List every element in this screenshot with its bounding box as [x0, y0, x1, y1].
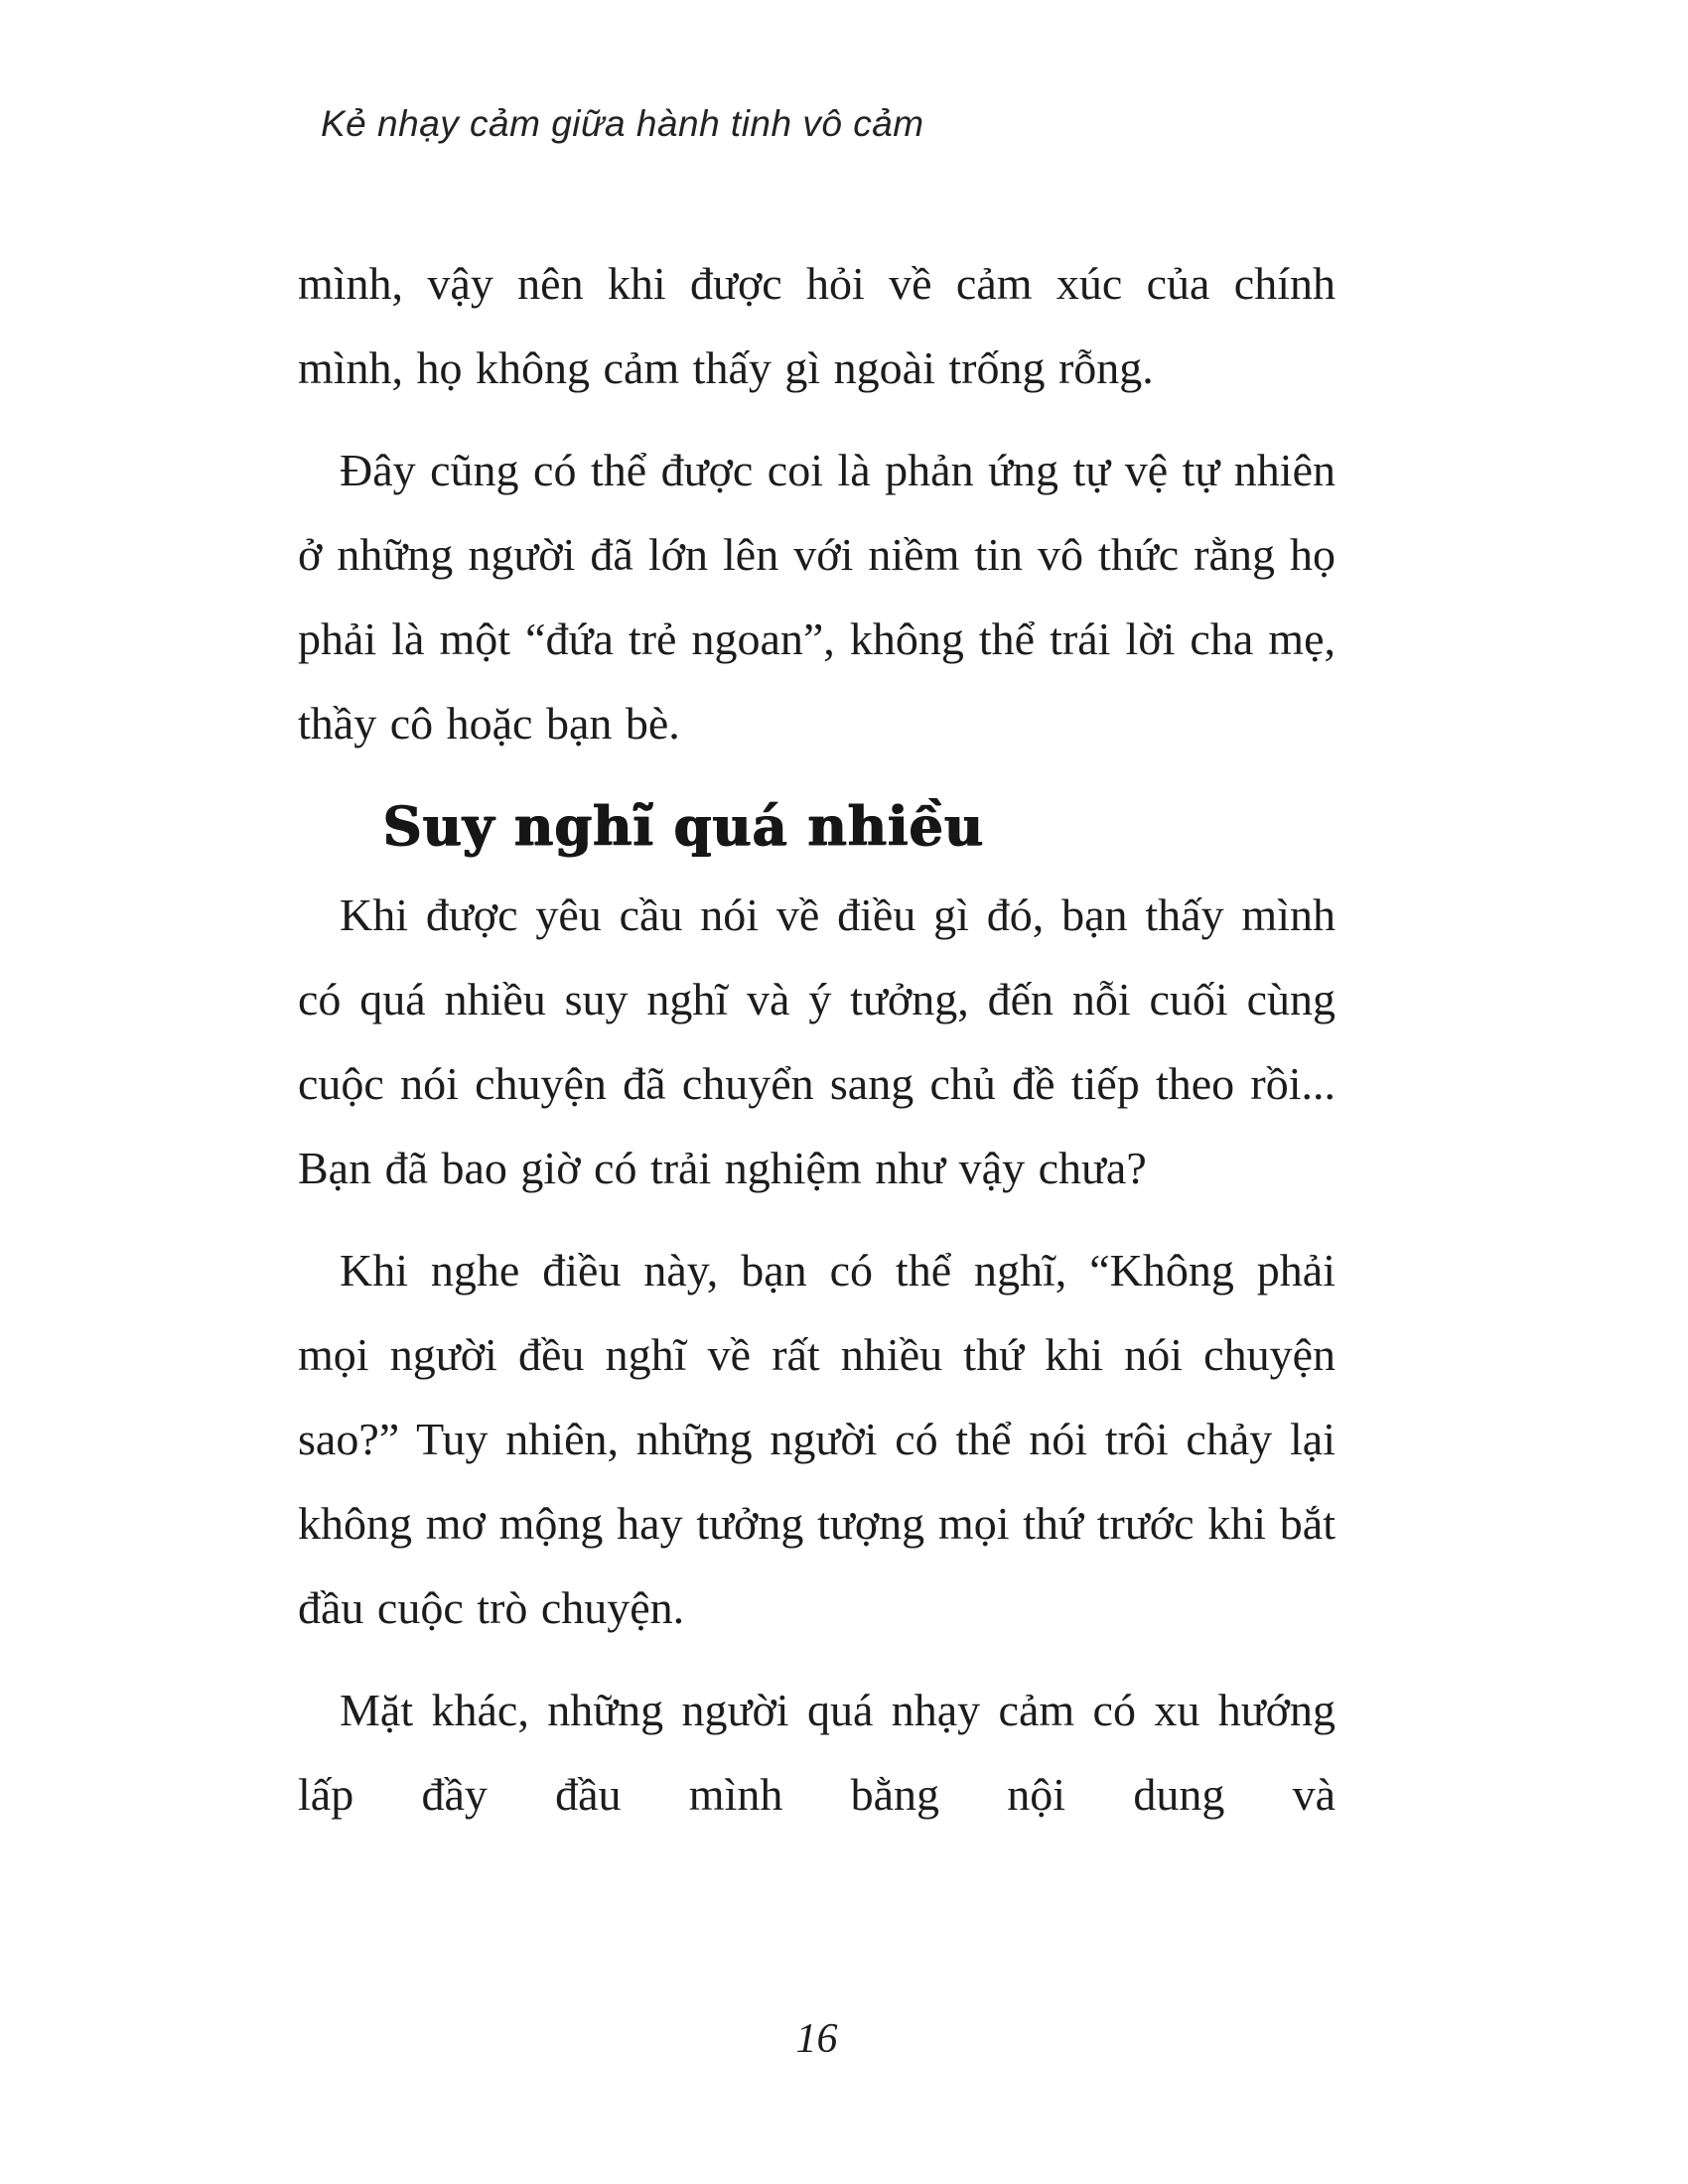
- paragraph: mình, vậy nên khi được hỏi về cảm xúc của chính mình, họ không cảm thấy gì ngoài trống rỗng.: [298, 258, 1336, 393]
- paragraph: Đây cũng có thể được coi là phản ứng tự vệ tự nhiên ở những người đã lớn lên với niềm tin vô thức rằng họ phải là một “đứa trẻ ngoan”, không thể trái lời cha mẹ, thầy cô hoặc bạn bè.: [298, 445, 1336, 749]
- paragraph: Mặt khác, những người quá nhạy cảm có xu hướng lấp đầy đầu mình bằng nội dung và: [298, 1685, 1336, 1820]
- page-number: 16: [795, 2016, 838, 2062]
- running-header: Kẻ nhạy cảm giữa hành tinh vô cảm: [321, 103, 924, 144]
- paragraph: Khi được yêu cầu nói về điều gì đó, bạn thấy mình có quá nhiều suy nghĩ và ý tưởng, đến nỗi cuối cùng cuộc nói chuyện đã chuyển sang chủ đề tiếp theo rồi... Bạn đã bao giờ có trải nghiệm như vậy chưa?: [298, 889, 1336, 1193]
- paragraph: Khi nghe điều này, bạn có thể nghĩ, “Không phải mọi người đều nghĩ về rất nhiều thứ khi nói chuyện sao?” Tuy nhiên, những người có thể nói trôi chảy lại không mơ mộng hay tưởng tượng mọi thứ trước khi bắt đầu cuộc trò chuyện.: [298, 1245, 1336, 1633]
- section-heading: Suy nghĩ quá nhiều: [382, 794, 984, 858]
- page-body-text: [298, 241, 1336, 1854]
